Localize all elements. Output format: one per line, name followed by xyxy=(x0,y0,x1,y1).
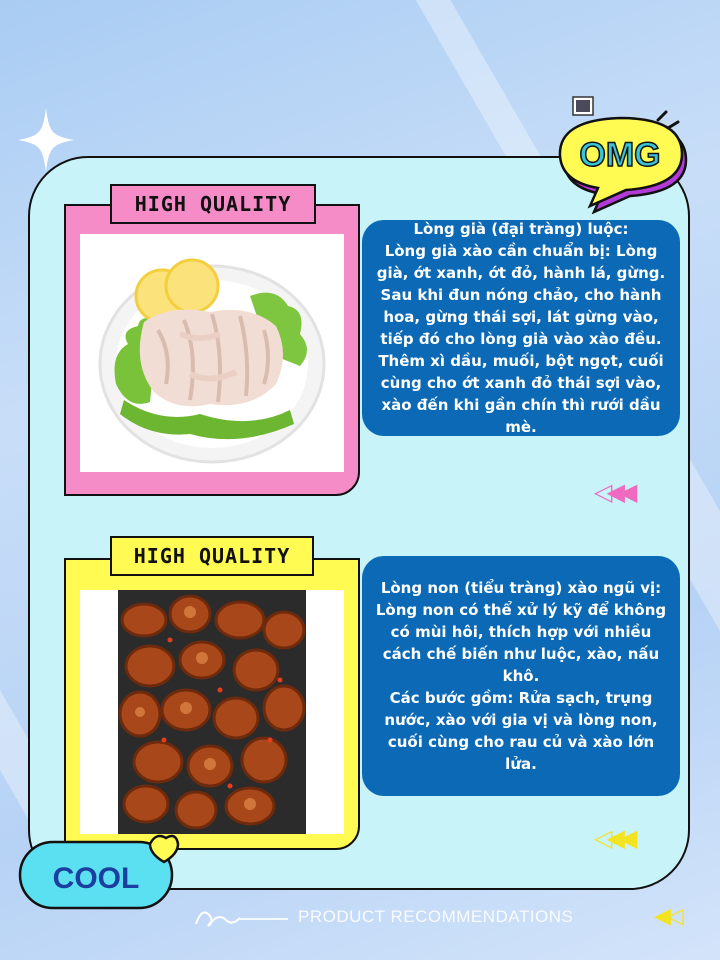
description-bubble-small-intestine xyxy=(362,556,680,796)
description-bubble-large-intestine xyxy=(362,220,680,436)
boiled-intestine-photo xyxy=(80,234,344,472)
cool-text: COOL xyxy=(52,862,140,895)
high-quality-tag: HIGH QUALITY xyxy=(110,184,316,224)
footer-text: PRODUCT RECOMMENDATIONS xyxy=(298,907,574,926)
footer-divider xyxy=(240,918,288,920)
omg-sticker xyxy=(554,110,694,214)
scribble-icon xyxy=(192,902,242,932)
triple-arrow-left-icon: ◁◀◀ xyxy=(594,824,632,852)
omg-text: OMG xyxy=(579,136,661,174)
description-text: Lòng già (đại tràng) luộc: Lòng già xào cần chuẩn bị: Lòng già, ớt xanh, ớt đỏ, hành lá, gừng. Sau khi đun nóng chảo, cho hành hoa, gừng thái sợi, lát gừng vào, tiếp đó cho lòng già vào xào đều. Thêm xì dầu, muối, bột ngọt, cuối cùng cho ớt xanh đỏ thái sợi vào, xào đến khi gần chín thì rưới dầu mè. xyxy=(376,220,666,436)
triple-arrow-left-icon: ◁◀◀ xyxy=(594,478,632,506)
stir-fried-intestine-photo xyxy=(80,590,344,834)
description-text: Lòng non (tiểu tràng) xào ngũ vị: Lòng non có thể xử lý kỹ để không có mùi hôi, thích hợp với nhiều cách chế biến như luộc, xào, nấu khô. Các bước gồm: Rửa sạch, trụng nước, xào với gia vị và lòng non, cuối cùng cho rau củ và xào lớn lửa. xyxy=(375,579,667,773)
triple-arrow-left-icon: ◀◁ xyxy=(654,904,680,929)
high-quality-tag: HIGH QUALITY xyxy=(110,536,314,576)
cool-sticker xyxy=(16,832,184,914)
